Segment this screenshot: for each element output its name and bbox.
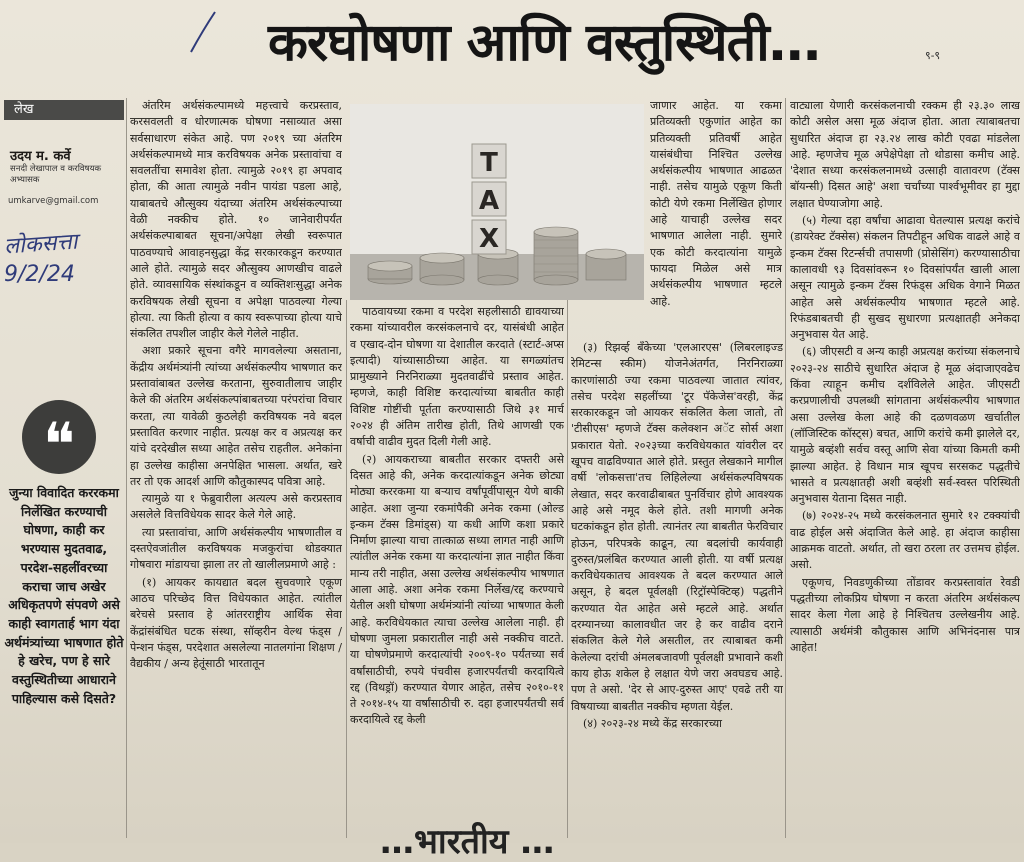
author-email: umkarve@gmail.com (8, 196, 99, 206)
column-divider (126, 98, 127, 838)
byline (10, 146, 122, 186)
paragraph: वाट्याला येणारी करसंकलनाची रक्कम ही २३.३० लाख कोटी असेल असा मूळ अंदाज होता. आता त्याबाबतचा सुधारित अंदाज हा २३.२४ लाख कोटी एवढा मांडलेला आहे. म्हणजेच मूळ अपेक्षेपेक्षा तो थोडासा कमीच आहे. 'देशात सध्या करसंकलनामध्ये उत्साही वातावरण (टॅक्स बॉयन्सी) दिसत आहे' अशा चर्चांच्या पार्श्वभूमीवर हा मुद्दा लक्षात घेण्याजोगा आहे. (790, 99, 1020, 210)
paragraph: एकूणच, निवडणुकीच्या तोंडावर करप्रस्तावांत रेवडी पद्धतीच्या लोकप्रिय घोषणा न करता अंतरिम अर्थसंकल्प सादर केला गेला आहे हे निश्चितच उल्लेखनीय आहे. त्यासाठी अर्थमंत्री कौतुकास आणि अभिनंदनास पात्र आहेत! (790, 575, 1020, 654)
article-column-2 (350, 304, 564, 820)
column-divider (346, 300, 347, 838)
paragraph: अशा प्रकारे सूचना वगैरे मागवलेल्या असताना, केंद्रीय अर्थमंत्र्यांनी त्यांच्या अर्थसंकल्पीय भाषणात कर प्रस्तावांबाबत उल्लेख करताना, सुरुवातीलाच जाहीर केले की अंतरिम अर्थसंकल्पांबाबतच्या परंपरांचा विचार करता, त्या यावेळी कुठलेही करविषयक नवे बदल प्रस्तावित करणार नाहीत. प्रत्यक्ष कर व अप्रत्यक्ष कर यांचे दरदेखील सध्या आहेत तसेच राहतील. अनेकांना हा उल्लेख काहीसा अनपेक्षित भासला. अर्थात, खरे तर तो एक आदर्श आणि कौतुकास्पद पवित्रा आहे. (130, 344, 342, 488)
page-mark: ९-९ (925, 49, 941, 62)
paragraph: (५) गेल्या दहा वर्षांचा आढावा घेतल्यास प्रत्यक्ष करांचे (डायरेक्ट टॅक्सेस) संकलन तिपटीहून अधिक वाढले आहे व इन्कम टॅक्स रिटर्न्सची तपासणी (प्रोसेसिंग) करण्यासाठीचा कालावधी ९३ दिवसांवरून १० दिवसांपर्यंत खाली आला असून त्यामुळे इन्कम टॅक्स रिफंड्स अधिक वेगाने मिळत आहेत असे अर्थसंकल्पीय भाषणात म्हटले आहे. रिफंडबाबतची ही सुखद सुधारणा प्रत्यक्षातही अनेकदा अनुभवास येत आहे. (790, 214, 1020, 342)
paragraph: (३) रिझर्व्ह बँकेच्या 'एलआरएस' (लिबरलाइज्ड रेमिटन्स स्कीम) योजनेअंतर्गत, निरनिराळ्या कारणांसाठी ज्या रकमा पाठवल्या जातात त्यांवर, तसेच परदेश सहलींच्या 'टूर पॅकेजेस'वरही, केंद्र सरकारकडून जो आयकर संकलित केला जातो, तो 'टीसीएस' म्हणजे टॅक्स कलेक्शन अॅट सोर्स अशा प्रकारात येतो. २०२३च्या करविधेयकात यांवरील दर खूपच वाढविण्यात आले होते. प्रस्तुत लेखकाने मागील वर्षी 'लोकसत्ता'तच लिहिलेल्या अर्थसंकल्पविषयक लेखात, सदर करवाढीबाबत पुनर्विचार होणे आवश्यक आहे असे नमूद केले होते. तशी मागणी अनेक घटकांकडून होत होती. त्यानंतर त्या बाबतीत फेरविचार होऊन, परिपत्रके काढून, त्या बदलांची कार्यवाही दुरुस्त/प्रलंबित करण्यात आली होती. या वर्षी प्रत्यक्ष करविधेयकातच आवश्यक ते बदल करण्यात आले असून, हे बदल पूर्वलक्षी (रिट्रॉस्पेक्टिव्ह) पद्धतीने करण्यात येत आहेत असे म्हटले आहे. अर्थात दरम्यानच्या कालावधीत जर हे कर वाढीव दराने संकलित केले गेले असतील, तर त्याबाबत कमी केलेल्या दरांची अंमलबजावणी पूर्वलक्षी प्रभावाने कशी काय होऊ शकेल हे लक्षात येणे जरा अवघडच आहे. पण ते असो. 'देर से आए-दुरुस्त आए' एवढे तरी या विषयाच्या बाबतीत नक्कीच म्हणता येईल. (571, 341, 783, 713)
handwritten-date: 9/2/24 (4, 262, 75, 287)
article-column-4 (790, 98, 1020, 820)
paragraph: (६) जीएसटी व अन्य काही अप्रत्यक्ष करांच्या संकलनाचे २०२३-२४ साठीचे सुधारित अंदाज हे मूळ अंदाजाएवढेच किंवा त्याहून कमीच दर्शविलेले आहेत. जीएसटी करप्रणालीची उपलब्धी सांगताना अर्थसंकल्पीय भाषणात असा उल्लेख केला आहे की दळणवळण खर्चातील (लॉजिस्टिक कॉस्ट्स) बचत, आणि करांचे कमी झालेले दर, यामुळे बव्हंशी सर्वच वस्तू आणि सेवा यांच्या किमती कमी झाल्या आहेत. हे विधान मात्र खूपच सरसकट पद्धतीचे भासते व प्रत्यक्षातही अशी बव्हंशी सर्व-स्वस्त परिस्थिती अनुभवास येताना दिसत नाही. (790, 345, 1020, 506)
headline: करघोषणा आणि वस्तुस्थिती… (268, 13, 820, 73)
pull-quote: जुन्या विवादित कररकमा निर्लेखित करण्याची घोषणा, काही कर भरण्यास मुदतवाढ, परदेश-सहलींवरच्या कराचा जाच अखेर अधिकृतपणे संपवणे असे काही स्वागतार्ह भाग यंदा अर्थमंत्र्यांच्या भाषणात होते हे खरेच, पण हे सारे वस्तुस्थितीच्या आधाराने पाहिल्यास कसे दिसते? (4, 485, 124, 706)
quote-icon: ❝ (22, 400, 96, 474)
paragraph: अंतरिम अर्थसंकल्पामध्ये महत्त्वाचे करप्रस्ताव, करसवलती व धोरणात्मक घोषणा नसाव्यात असा सर्वसाधारण संकेत आहे. पण २०१९ च्या अंतरिम अर्थसंकल्पामध्ये मात्र करविषयक अनेक प्रस्तावांचा व सवलतींचा समावेश होता. त्यामुळे २०१९ हा अपवाद होता, की आता त्यामुळे नवीन पायंडा पडला आहे, याबाबतचे औत्सुक्य यंदाच्या अंतरिम अर्थसंकल्पाच्या वेळी नक्कीच होते. १० जानेवारीपर्यंत अर्थसंकल्पाबाबत सूचना/अपेक्षा लेखी स्वरूपात पाठवण्याचे आवाहनसुद्धा केंद्र सरकारकडून करण्यात आले होते. त्यामुळे सदर औत्सुक्य आणखीच वाढले होते. व्यावसायिक संस्थांकडून व व्यक्तिशःसुद्धा अनेक करविषयक लेखी सूचना व अपेक्षा पाठवल्या गेल्या होत्या. त्या किती होत्या व काय स्वरूपाच्या होत्या याचे संकलित तपशील जाहीर केले गेलेले नाहीत. (130, 99, 342, 341)
section-tag: लेख (4, 100, 124, 120)
article-column-3 (571, 340, 783, 820)
pen-tick-mark (185, 8, 225, 58)
paragraph: पाठवायच्या रकमा व परदेश सहलीसाठी द्यावयाच्या रकमा यांच्यावरील करसंकलनाचे दर, यासंबंधी आहेत व एखाद-दोन घोषणा या देशातील करदाते (स्टार्ट-अप्स इत्यादी) यांच्यासाठीच्या आहेत. या सगळ्यांतच प्रामुख्याने निरनिराळ्या मुदतवाढींचे प्रस्ताव आहेत. म्हणजे, काही विशिष्ट करदात्यांच्या बाबतीत काही विशिष्ट गोष्टींची पूर्तता करण्यासाठी जिथे ३१ मार्च २०२४ ही अंतिम तारीख होती, तिथे आणखी एक वर्षाची वाढीव मुदत दिली गेली आहे. (350, 305, 564, 449)
paragraph: (१) आयकर कायद्यात बदल सुचवणारे एकूण आठच परिच्छेद वित्त विधेयकात आहेत. त्यांतील बरेचसे प्रस्ताव हे आंतरराष्ट्रीय आर्थिक सेवा केंद्रांसंबंधित घटक संस्था, सॉव्हरीन वेल्थ फंड्स / पेन्शन फंड्स, परदेशात असलेल्या नातलगांना शिक्षण / वैद्यकीय / अन्य हेतूंसाठी भारतातून (130, 575, 342, 671)
paragraph: त्या प्रस्तावांचा, आणि अर्थसंकल्पीय भाषणातील व दस्तऐवजांतील करविषयक मजकुरांचा थोडक्यात गोषवारा मांडायचा झाला तर तो खालीलप्रमाणे आहे : (130, 525, 342, 572)
column-divider (567, 300, 568, 838)
article-column-3-top (650, 98, 782, 338)
handwritten-paper-name: लोकसत्ता (3, 229, 79, 260)
author-role: सनदी लेखापाल व करविषयक अभ्यासक (10, 164, 102, 185)
paragraph: त्यामुळे या १ फेब्रुवारीला अत्यल्प असे करप्रस्ताव असलेले वित्तविधेयक सादर केले गेले आहे. (130, 492, 342, 522)
next-article-headline-fragment: …भारतीय … (380, 822, 555, 862)
column-divider (785, 98, 786, 838)
paragraph: (७) २०२४-२५ मध्ये करसंकलनात सुमारे १२ टक्क्यांची वाढ होईल असे अंदाजित केले आहे. हा अंदाज काहीसा आक्रमक वाटतो. अर्थात, तो खरा ठरला तर उत्तमच होईल. असो. (790, 509, 1020, 572)
article-column-1 (130, 98, 342, 820)
paragraph: जाणार आहेत. या रकमा प्रतिव्यक्ती एकुणांत आहेत का प्रतिव्यक्ती प्रतिवर्षी आहेत यासंबंधीचा निश्चित उल्लेख अर्थसंकल्पीय भाषणात आढळत नाही. तसेच यामुळे एकूण किती कोटी येणे रकमा निर्लेखित होणार आहे याचाही उल्लेख सदर भाषणात आलेला नाही. सुमारे एक कोटी करदात्यांना यामुळे फायदा मिळेल असे मात्र अर्थसंकल्पीय भाषणात म्हटले आहे. (650, 99, 782, 308)
tax-label: TAX (478, 148, 500, 254)
paragraph: (२) आयकराच्या बाबतीत सरकार दफ्तरी असे दिसत आहे की, अनेक करदात्यांकडून अनेक छोट्या मोठ्या कररकमा या बऱ्याच वर्षांपूर्वीपासून येणे बाकी आहेत. अशा जुन्या रकमांपैकी अनेक रकमा (ओल्ड इन्कम टॅक्स डिमांड्स) या कधी आणि कशा प्रकारे निर्माण झाल्या याचा तात्काळ सध्या लागत नाही आणि त्यांतील अनेक रकमा या करदात्यांना ज्ञात नाहीत किंवा मान्य तरी नाहीत, असा उल्लेख अर्थसंकल्पीय भाषणात आला आहे. अशा अनेक रकमा निर्लेख/रद्द करण्याचे येतील अशी घोषणा अर्थमंत्र्यांनी त्यांच्या भाषणात केली आहे. करविधेयकात त्याचा उल्लेख आलेला नाही. ही घोषणा जुमला प्रकारातील नाही असे नक्कीच वाटते. या घोषणेप्रमाणे करदात्यांची २००९-१० पर्यंतच्या सर्व वर्षांसाठीची, रुपये पंचवीस हजारपर्यंतची करदायित्वे रद्द (विथड्रॉ) करण्यात येणार आहेत, तसेच २०१०-११ ते २०१४-१५ या वर्षांसाठीची रु. दहा हजारपर्यंतची सर्व करदायित्वे रद्द केली (350, 452, 564, 727)
tax-illustration (350, 104, 644, 300)
paragraph: (४) २०२३-२४ मध्ये केंद्र सरकारच्या (583, 716, 723, 730)
author-name: उदय म. कर्वे (10, 149, 71, 164)
